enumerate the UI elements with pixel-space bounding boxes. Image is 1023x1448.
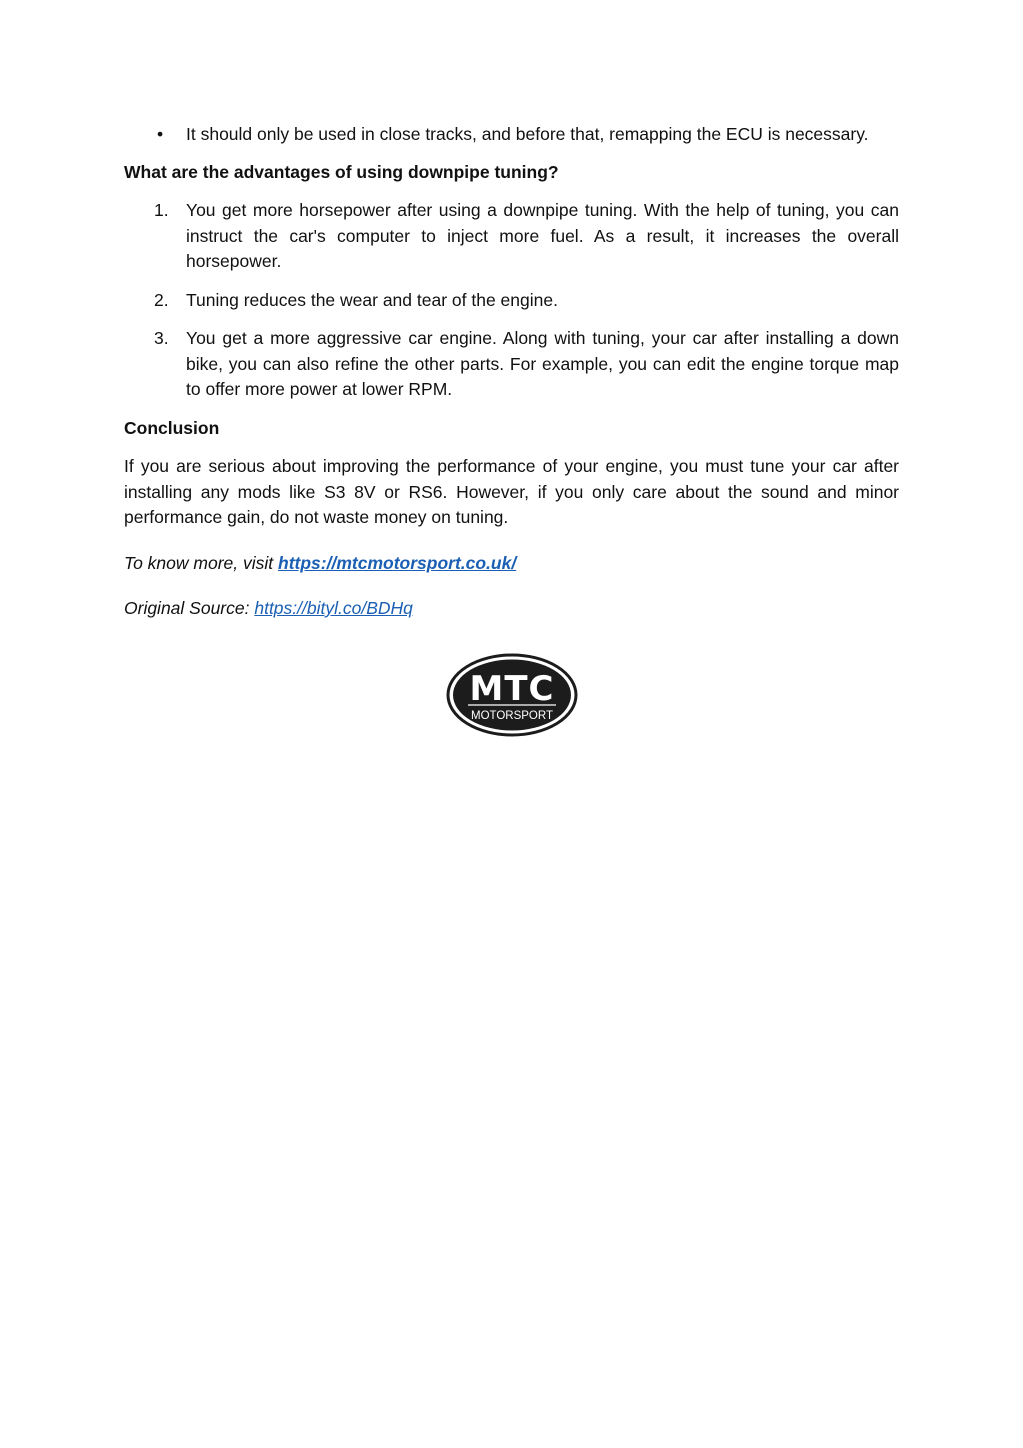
list-item bbox=[124, 288, 899, 314]
source-prefix: Original Source: bbox=[124, 598, 255, 618]
advantages-heading: What are the advantages of using downpipe tuning? bbox=[124, 161, 559, 182]
logo-main-text: MTC bbox=[469, 669, 555, 709]
list-item bbox=[124, 198, 899, 275]
bullet-marker: • bbox=[157, 124, 164, 144]
logo-sub-text: MOTORSPORT bbox=[471, 710, 553, 722]
list-item bbox=[124, 326, 899, 403]
source-link[interactable]: https://bityl.co/BDHq bbox=[254, 598, 413, 618]
bullet-item bbox=[124, 122, 899, 148]
logo-graphic bbox=[446, 653, 578, 737]
know-more-line bbox=[124, 551, 899, 577]
mtc-motorsport-logo bbox=[446, 653, 578, 737]
website-link[interactable]: https://mtcmotorsport.co.uk/ bbox=[278, 552, 517, 573]
original-source-line bbox=[124, 596, 899, 622]
conclusion-paragraph: If you are serious about improving the performance of your engine, you must tune your car after installing any mods like S3 8V or RS6. However, if you only care about the sound and minor performance gain, do not waste money on tuning. bbox=[124, 456, 899, 527]
list-item-text: You get more horsepower after using a downpipe tuning. With the help of tuning, you can instruct the car's computer to inject more fuel. As a result, it increases the overall horsepower. bbox=[186, 200, 899, 271]
list-item-text: You get a more aggressive car engine. Along with tuning, your car after installing a down bike, you can also refine the other parts. For example, you can edit the engine torque map to offer more power at lower RPM. bbox=[186, 328, 899, 399]
list-number: 3. bbox=[154, 328, 169, 348]
list-number: 2. bbox=[154, 289, 169, 310]
know-more-prefix: To know more, visit bbox=[124, 552, 278, 573]
document-page bbox=[124, 122, 899, 642]
bullet-text: It should only be used in close tracks, and before that, remapping the ECU is necessary. bbox=[186, 124, 869, 144]
list-number: 1. bbox=[154, 200, 169, 220]
list-item-text: Tuning reduces the wear and tear of the engine. bbox=[186, 289, 558, 310]
conclusion-heading: Conclusion bbox=[124, 417, 220, 438]
